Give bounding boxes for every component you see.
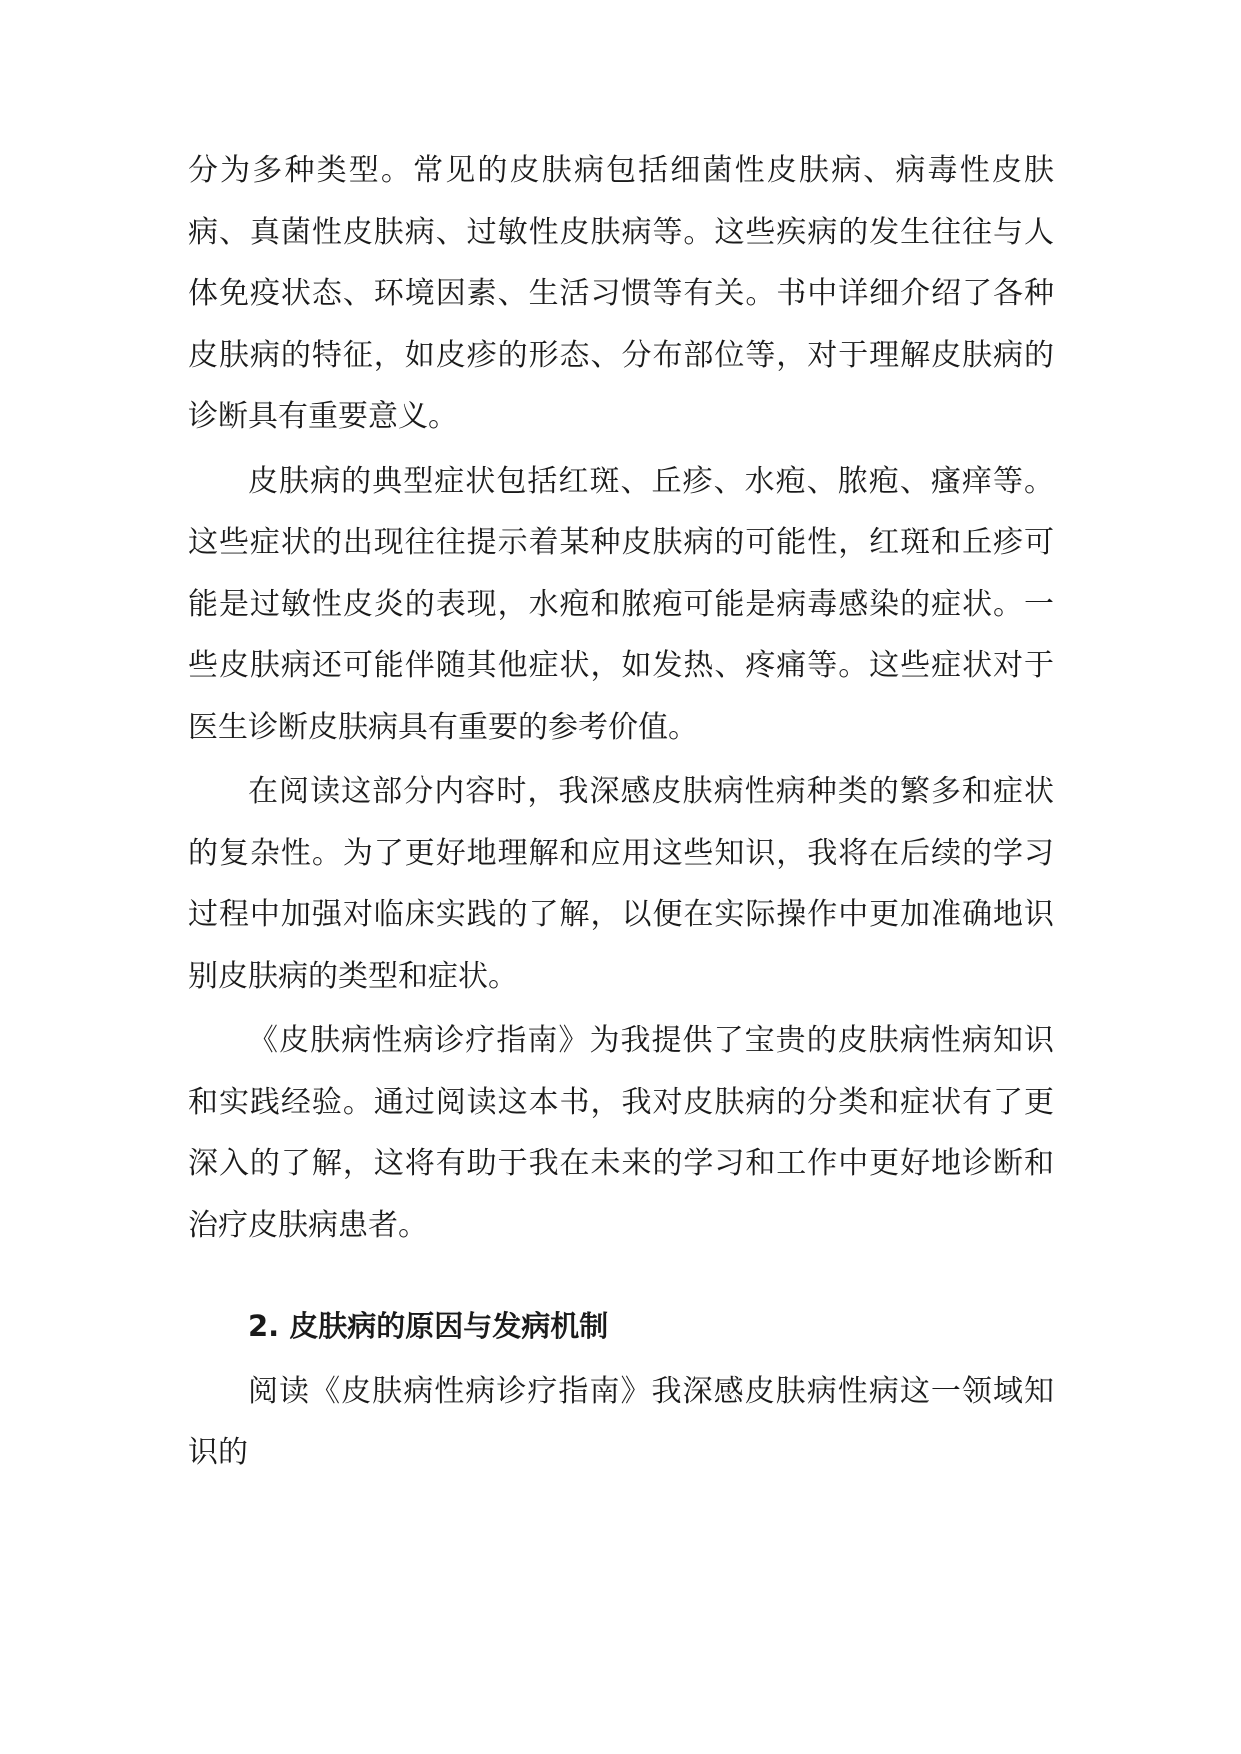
section-heading: 2. 皮肤病的原因与发病机制: [248, 1309, 609, 1343]
paragraph-continued: 分为多种类型。常见的皮肤病包括细菌性皮肤病、病毒性皮肤病、真菌性皮肤病、过敏性皮肤病等。这些疾病的发生往往与人体免疫状态、环境因素、生活习惯等有关。书中详细介绍了各种皮肤病的特征，如皮疹的形态、分布部位等，对于理解皮肤病的诊断具有重要意义。: [188, 153, 1054, 434]
paragraph-summary: 《皮肤病性病诊疗指南》为我提供了宝贵的皮肤病性病知识和实践经验。通过阅读这本书，我对皮肤病的分类和症状有了更深入的了解，这将有助于我在未来的学习和工作中更好地诊断和治疗皮肤病患者。: [188, 1023, 1054, 1243]
paragraph-reflection: 在阅读这部分内容时，我深感皮肤病性病种类的繁多和症状的复杂性。为了更好地理解和应用这些知识，我将在后续的学习过程中加强对临床实践的了解，以便在实际操作中更加准确地识别皮肤病的类型和症状。: [188, 774, 1054, 994]
document-body: [188, 140, 1054, 1484]
paragraph-section-intro: 阅读《皮肤病性病诊疗指南》我深感皮肤病性病这一领域知识的: [188, 1373, 1054, 1470]
paragraph-symptoms: 皮肤病的典型症状包括红斑、丘疹、水疱、脓疱、瘙痒等。这些症状的出现往往提示着某种皮肤病的可能性，红斑和丘疹可能是过敏性皮炎的表现，水疱和脓疱可能是病毒感染的症状。一些皮肤病还可能伴随其他症状，如发热、疼痛等。这些症状对于医生诊断皮肤病具有重要的参考价值。: [188, 463, 1054, 745]
section-spacer: [188, 1256, 1054, 1296]
